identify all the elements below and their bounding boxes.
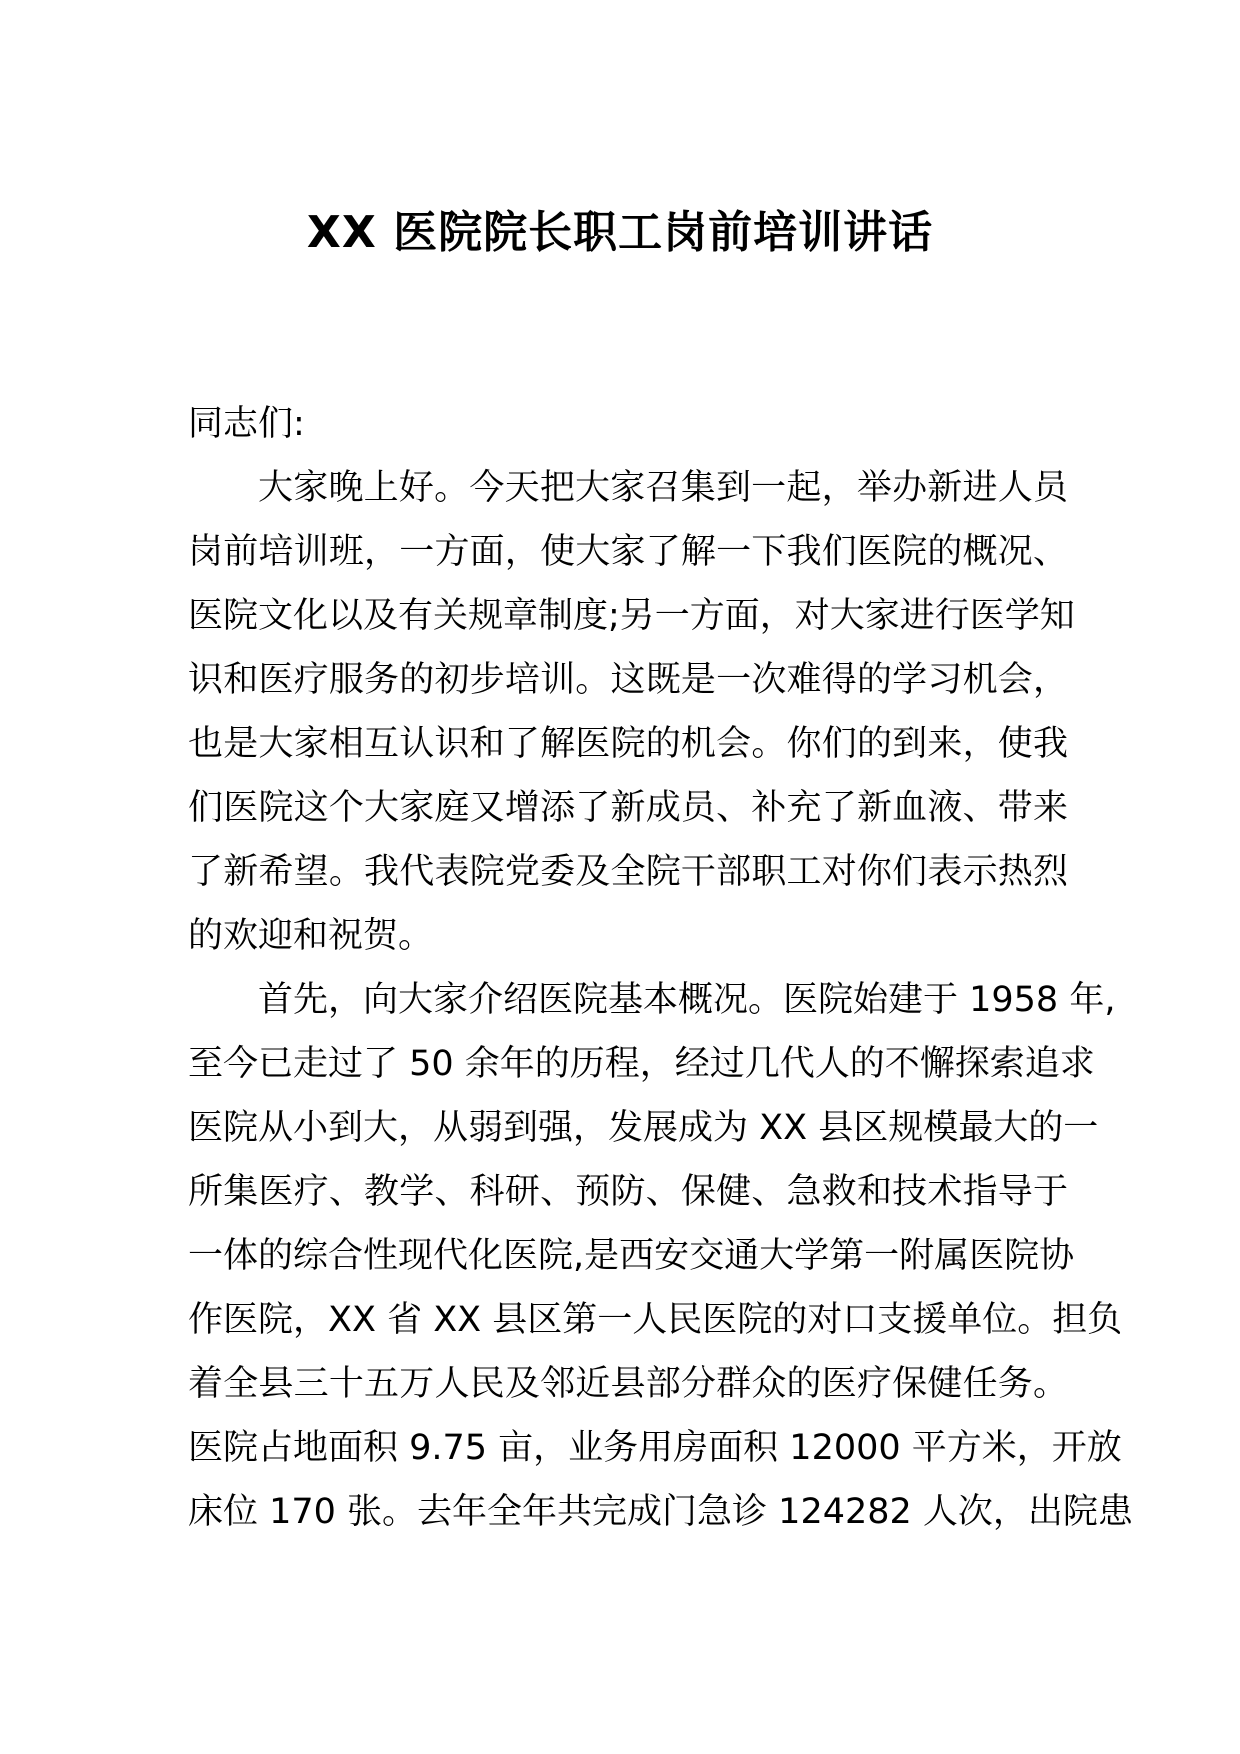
- document-body: [188, 392, 1133, 1544]
- paragraph-line: 所集医疗、教学、科研、预防、保健、急救和技术指导于: [188, 1172, 1068, 1212]
- paragraph-line: 的欢迎和祝贺。: [188, 916, 434, 956]
- salutation: 同志们:: [188, 404, 305, 444]
- paragraph-2: [188, 968, 1133, 1544]
- paragraph-line: 识和医疗服务的初步培训。这既是一次难得的学习机会，: [188, 660, 1068, 700]
- paragraph-line: 岗前培训班，一方面，使大家了解一下我们医院的概况、: [188, 532, 1068, 572]
- paragraph-line: 作医院，XX 省 XX 县区第一人民医院的对口支援单位。担负: [188, 1300, 1123, 1340]
- paragraph-line: 医院从小到大，从弱到强，发展成为 XX 县区规模最大的一: [188, 1108, 1099, 1148]
- paragraph-line: 大家晚上好。今天把大家召集到一起，举办新进人员: [258, 468, 1068, 508]
- paragraph-line: 至今已走过了 50 余年的历程，经过几代人的不懈探索追求: [188, 1044, 1095, 1084]
- paragraph-line: 一体的综合性现代化医院,是西安交通大学第一附属医院协: [188, 1236, 1075, 1276]
- paragraph-line: 们医院这个大家庭又增添了新成员、补充了新血液、带来: [188, 788, 1068, 828]
- paragraph-line: 医院文化以及有关规章制度;另一方面，对大家进行医学知: [188, 596, 1075, 636]
- paragraph-line: 医院占地面积 9.75 亩，业务用房面积 12000 平方米，开放: [188, 1428, 1122, 1468]
- document-title: XX 医院院长职工岗前培训讲话: [306, 207, 934, 258]
- paragraph-line: 了新希望。我代表院党委及全院干部职工对你们表示热烈: [188, 852, 1068, 892]
- paragraph-1: [188, 456, 1075, 968]
- paragraph-line: 也是大家相互认识和了解医院的机会。你们的到来，使我: [188, 724, 1068, 764]
- paragraph-line: 着全县三十五万人民及邻近县部分群众的医疗保健任务。: [188, 1364, 1068, 1404]
- paragraph-line: 床位 170 张。去年全年共完成门急诊 124282 人次，出院患: [188, 1492, 1133, 1532]
- paragraph-line: 首先，向大家介绍医院基本概况。医院始建于 1958 年,: [258, 980, 1116, 1020]
